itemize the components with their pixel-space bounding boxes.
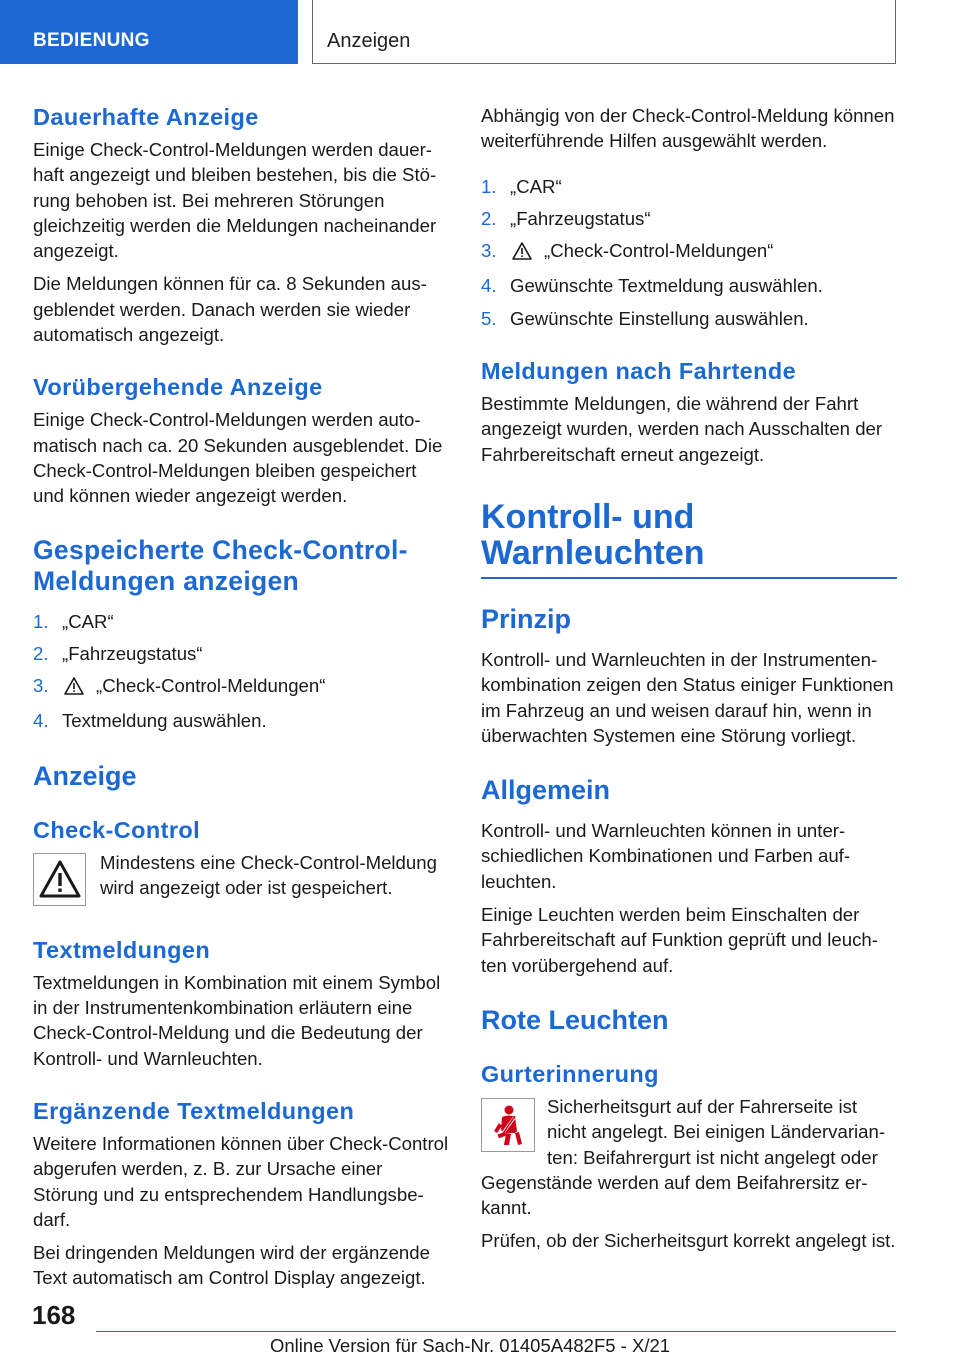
footer-version-text: Online Version für Sach-Nr. 01405A482F5 - X/21 <box>270 1335 671 1356</box>
heading-gespeicherte-meldungen: Gespeicherte Check-Control-Meldungen anzeigen <box>33 534 408 596</box>
list-item <box>481 238 897 266</box>
title-line: Warnleuchten <box>481 533 705 572</box>
paragraph: Kontroll- und Warnleuchten können in unterschiedlichen Kombinationen und Farben aufleuchten. <box>481 820 851 892</box>
paragraph: Einige Leuchten werden beim Einschalten der Fahrbereitschaft auf Funktion geprüft und leuchten vorübergehend auf. <box>481 904 878 976</box>
list-item <box>481 206 897 231</box>
paragraph: Die Meldungen können für ca. 8 Sekunden ausgeblendet werden. Danach werden sie wieder automatisch angezeigt. <box>33 273 427 346</box>
check-control-row <box>33 850 449 908</box>
steps-list <box>33 609 449 734</box>
seatbelt-icon <box>481 1098 535 1152</box>
chapter-header <box>312 0 896 64</box>
step-text: Gewünschte Einstellung auswählen. <box>510 307 809 329</box>
step-text: „Check-Control-Meldungen“ <box>96 675 326 697</box>
title-line: Kontroll- und <box>481 497 695 536</box>
gurterinnerung-block <box>481 1094 897 1254</box>
step-number: 2. <box>33 642 49 664</box>
paragraph: Bestimmte Meldungen, die während der Fahrt angezeigt wurden, werden nach Ausschalten der Fahrbereitschaft erneut angezeigt. <box>481 393 883 465</box>
step-number: 3. <box>33 675 49 697</box>
page-number: 168 <box>32 1300 76 1330</box>
list-item <box>481 306 897 331</box>
list-item <box>481 174 897 199</box>
step-text: „Fahrzeugstatus“ <box>62 642 203 664</box>
heading-ergaenzende-textmeldungen: Ergänzende Textmeldungen <box>33 1097 355 1124</box>
heading-dauerhafte-anzeige: Dauerhafte Anzeige <box>33 104 259 130</box>
step-number: 5. <box>481 307 497 329</box>
step-text: Textmeldung auswählen. <box>62 710 267 732</box>
heading-rote-leuchten: Rote Leuchten <box>481 1004 669 1035</box>
list-item <box>481 273 897 298</box>
heading-kontroll-und-warnleuchten <box>481 499 897 579</box>
list-item <box>33 673 449 701</box>
paragraph: Prüfen, ob der Sicherheitsgurt korrekt angelegt ist. <box>481 1230 896 1252</box>
steps-list <box>481 174 897 331</box>
paragraph: Einige Check-Control-Meldungen werden dauerhaft angezeigt und bleiben bestehen, bis die Störung behoben ist. Bei mehreren Störungen gleichzeitig werden die Meldungen nacheinander angezeigt. <box>33 139 437 262</box>
step-text: „CAR“ <box>62 610 114 632</box>
left-column <box>33 103 449 1299</box>
step-number: 1. <box>481 175 497 197</box>
section-tab <box>0 0 298 64</box>
right-column <box>481 103 897 1262</box>
heading-gurterinnerung: Gurterinnerung <box>481 1060 659 1087</box>
step-number: 4. <box>481 275 497 297</box>
heading-check-control: Check-Control <box>33 816 201 843</box>
footer-divider <box>96 1331 896 1332</box>
check-control-text: Mindestens eine Check-Control-Meldung wird angezeigt oder ist gespeichert. <box>100 851 437 899</box>
paragraph: Weitere Informationen können über Check-Control abgerufen werden, z. B. zur Ursache einer Störung und zu entsprechendem Handlungsbedarf. <box>33 1132 449 1230</box>
list-item <box>33 609 449 634</box>
heading-anzeige: Anzeige <box>33 760 137 791</box>
step-text: „Check-Control-Meldungen“ <box>544 240 774 262</box>
chapter-label: Anzeigen <box>327 30 411 52</box>
list-item <box>33 641 449 666</box>
paragraph: Einige Check-Control-Meldungen werden automatisch nach ca. 20 Sekunden ausgeblendet. Die Check-Control-Meldungen bleiben gespeichert und können wieder angezeigt werden. <box>33 409 443 507</box>
step-text: „CAR“ <box>510 175 562 197</box>
warning-triangle-icon <box>64 676 84 701</box>
paragraph: Textmeldungen in Kombination mit einem Symbol in der Instrumentenkombination erläutern eine Check-Control-Meldung und die Bedeutung der Kontroll- und Warnleuchten. <box>33 971 441 1069</box>
warning-triangle-icon <box>33 853 86 906</box>
section-label: BEDIENUNG <box>33 30 150 51</box>
paragraph: Abhängig von der Check-Control-Meldung können weiterführende Hilfen ausgewählt werden. <box>481 105 895 152</box>
heading-allgemein: Allgemein <box>481 775 611 806</box>
step-text: „Fahrzeugstatus“ <box>510 207 651 229</box>
heading-meldungen-nach-fahrtende: Meldungen nach Fahrtende <box>481 358 797 385</box>
step-number: 4. <box>33 710 49 732</box>
step-number: 2. <box>481 207 497 229</box>
heading-prinzip: Prinzip <box>481 603 572 634</box>
step-number: 1. <box>33 610 49 632</box>
heading-voruebergehende-anzeige: Vorübergehende Anzeige <box>33 374 323 401</box>
paragraph: Kontroll- und Warnleuchten in der Instrumentenkombination zeigen den Status einiger Funktionen im Fahrzeug an und weisen darauf hin, wenn in überwachten Systemen eine Störung vorliegt. <box>481 648 894 746</box>
step-text: Gewünschte Textmeldung auswählen. <box>510 275 823 297</box>
heading-textmeldungen: Textmeldungen <box>33 936 211 963</box>
paragraph: Bei dringenden Meldungen wird der ergänzende Text automatisch am Control Display angezeigt. <box>33 1242 430 1289</box>
list-item <box>33 708 449 733</box>
paragraph: Sicherheitsgurt auf der Fahrerseite ist nicht angelegt. Bei einigen Ländervarianten: Beifahrergurt ist nicht angelegt oder Gegenstände werden auf dem Beifahrersitz erkannt. <box>481 1095 886 1219</box>
warning-triangle-icon <box>512 241 532 266</box>
step-number: 3. <box>481 240 497 262</box>
